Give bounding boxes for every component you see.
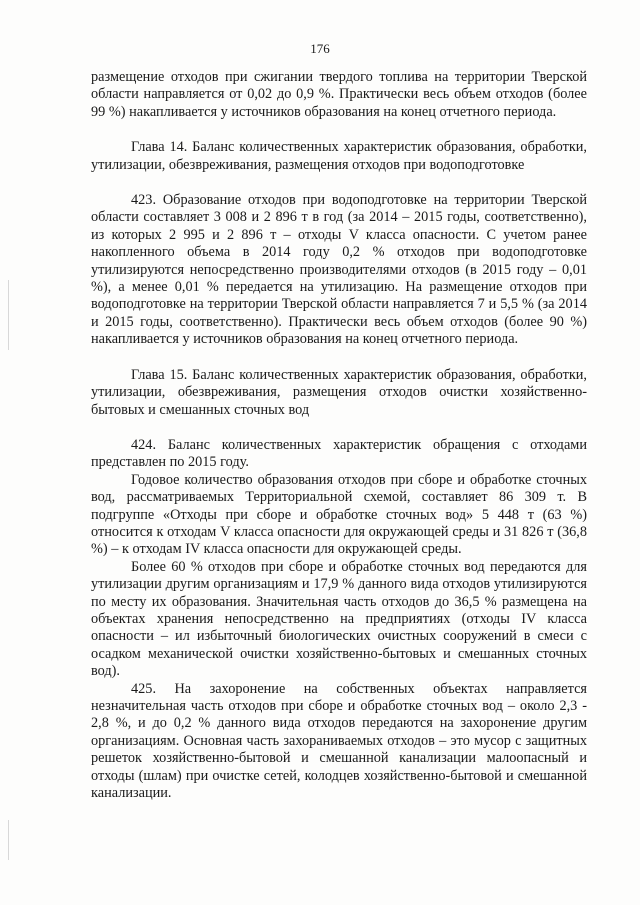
chapter-14-heading: Глава 14. Баланс количественных характеристик образования, обработки, утилизации, обезвреживания, размещения отходов при водоподготовке (91, 139, 587, 173)
paragraph-424-transfer: Более 60 % отходов при сборе и обработке сточных вод передаются для утилизации другим организациям и 17,9 % данного вида отходов утилизируются по месту их образования. Значительная часть отходов до 36,5 % размещена на объектах хранения непосредственно на предприятиях (отходы IV класса опасности – ил избыточный биологических очистных сооружений в смеси с осадком механической очистки хозяйственно-бытовых и смешанных сточных вод). (91, 558, 587, 680)
paragraph-425: 425. На захоронение на собственных объектах направляется незначительная часть отходов при сборе и обработке сточных вод – около 2,3 - 2,8 %, и до 0,2 % данного вида отходов передаются на захоронение другим организациям. Основная часть захораниваемых отходов – это мусор с защитных решеток хозяйственно-бытовой и смешанной канализации малоопасный и отходы (шлам) при очистке сетей, колодцев хозяйственно-бытовой и смешанной канализации. (91, 680, 587, 802)
chapter-15-heading: Глава 15. Баланс количественных характеристик образования, обработки, утилизации, обезвреживания, размещения отходов очистки хозяйственно-бытовых и смешанных сточных вод (91, 366, 587, 418)
paragraph-424: 424. Баланс количественных характеристик обращения с отходами представлен по 2015 году. (91, 436, 587, 471)
paragraph-424-annual-volume: Годовое количество образования отходов при сборе и обработке сточных вод, рассматриваемых Территориальной схемой, составляет 86 309 т. В подгруппе «Отходы при сборе и обработке сточных вод» 5 448 т (63 %) относится к отходам V класса опасности для окружающей среды и 31 826 т (36,8 %) – к отходам IV класса опасности для окружающей среды. (91, 471, 587, 558)
paragraph-423: 423. Образование отходов при водоподготовке на территории Тверской области составляет 3 008 и 2 896 т в год (за 2014 – 2015 годы, соответственно), из которых 2 995 и 2 896 т – отходы V класса опасности. С учетом ранее накопленного объема в 2014 году 0,2 % отходов при водоподготовке утилизируются непосредственно производителями отходов (в 2015 году – 0,01 %), а менее 0,01 % передается на утилизацию. На размещение отходов при водоподготовке на территории Тверской области направляется 7 и 5,5 % (за 2014 и 2015 годы, соответственно). Практически весь объем отходов (более 90 %) накапливается у источников образования на конец отчетного периода. (91, 192, 587, 348)
scan-edge-mark-left (8, 280, 9, 350)
scan-edge-mark-left-lower (8, 820, 9, 860)
paragraph-intro-continuation: размещение отходов при сжигании твердого топлива на территории Тверской области направляется от 0,02 до 0,9 %. Практически весь объем отходов (более 99 %) накапливается у источников образования на конец отчетного периода. (91, 69, 587, 120)
page-number: 176 (310, 41, 330, 56)
document-body (91, 69, 587, 802)
